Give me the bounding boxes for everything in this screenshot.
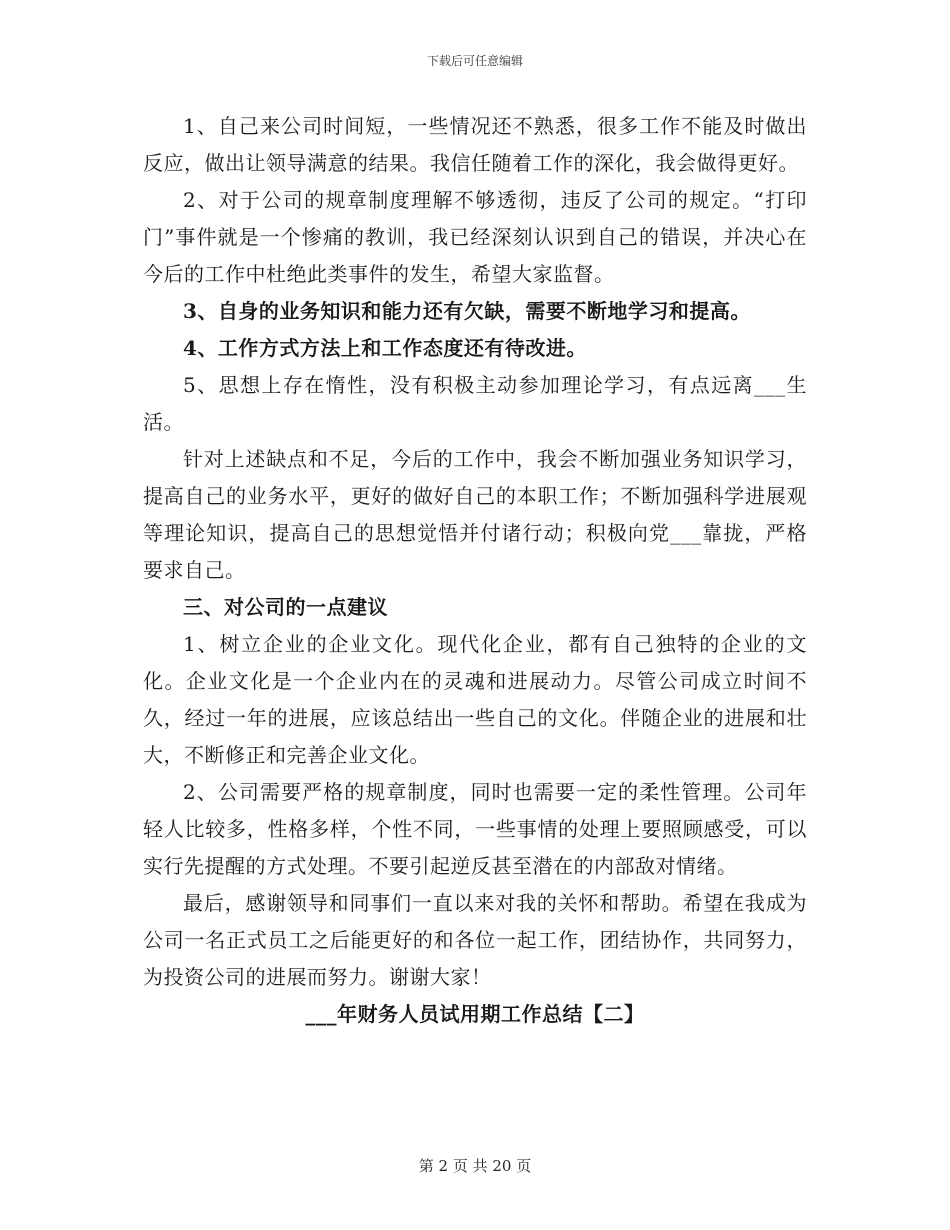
page-header: 下载后可任意编辑 [426, 54, 523, 68]
page-number: 第 2 页 共 20 页 [418, 1157, 532, 1175]
paragraph-5: 5、思想上存在惰性，没有积极主动参加理论学习，有点远离___生活。 [143, 373, 807, 434]
paragraph-1: 1、自己来公司时间短，一些情况还不熟悉，很多工作不能及时做出反应，做出让领导满意的结果。我信任随着工作的深化，我会做得更好。 [143, 114, 807, 175]
paragraph-9: 最后，感谢领导和同事们一直以来对我的关怀和帮助。希望在我成为公司一名正式员工之后能更好的和各位一起工作，团结协作，共同努力，为投资公司的进展而努力。谢谢大家！ [143, 891, 807, 989]
paragraph-2: 2、对于公司的规章制度理解不够透彻，违反了公司的规定。“打印门”事件就是一个惨痛的教训，我已经深刻认识到自己的错误，并决心在今后的工作中杜绝此类事件的发生，希望大家监督。 [143, 188, 807, 286]
paragraph-6: 针对上述缺点和不足，今后的工作中，我会不断加强业务知识学习，提高自己的业务水平，更好的做好自己的本职工作；不断加强科学进展观等理论知识，提高自己的思想觉悟并付诸行动；积极向党___靠拢，严格要求自己。 [143, 447, 807, 582]
paragraph-4: 4、工作方式方法上和工作态度还有待改进。 [183, 336, 587, 360]
section-heading: 三、对公司的一点建议 [183, 595, 388, 619]
paragraph-8: 2、公司需要严格的规章制度，同时也需要一定的柔性管理。公司年轻人比较多，性格多样，个性不同，一些事情的处理上要照顾感受，可以实行先提醒的方式处理。不要引起逆反甚至潜在的内部敌对情绪。 [143, 780, 807, 878]
paragraph-3: 3、自身的业务知识和能力还有欠缺，需要不断地学习和提高。 [183, 299, 751, 323]
section-title: ___年财务人员试用期工作总结【二】 [305, 1002, 645, 1026]
paragraph-7: 1、树立企业的企业文化。现代化企业，都有自己独特的企业的文化。企业文化是一个企业内在的灵魂和进展动力。尽管公司成立时间不久，经过一年的进展，应该总结出一些自己的文化。伴随企业的进展和壮大，不断修正和完善企业文化。 [143, 632, 807, 767]
document-body [143, 108, 807, 1033]
